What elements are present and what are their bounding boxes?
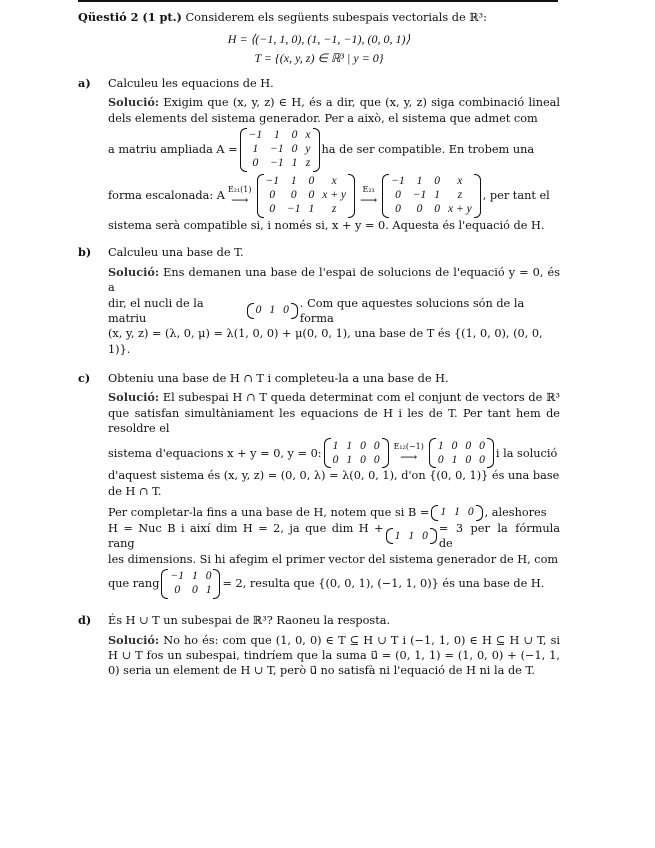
matrix-cell: 0 [290, 189, 297, 202]
matrix-cell: x [457, 175, 463, 188]
matrix-cell: 0 [395, 189, 401, 202]
matrix-E [429, 438, 494, 468]
matrix-cell: 1 [205, 584, 212, 597]
matrix-cell: 1 [269, 304, 276, 317]
matrix-cell: x [305, 129, 311, 142]
matrix-cell: 1 [451, 453, 458, 466]
matrix-grid [168, 569, 213, 599]
matrix-cell: 1 [434, 189, 440, 202]
matrix-cell: 1 [332, 439, 339, 452]
part-b-solution-p1: Solució: Ens demanen una base de l'espai de solucions de l'equació y = 0, és a [108, 264, 561, 295]
matrix-cell: x + y [322, 189, 347, 202]
matrix-cell: z [305, 157, 311, 170]
matrix-grid [247, 128, 313, 172]
part-b-label: b) [78, 245, 92, 260]
matrix-cell: 0 [332, 453, 339, 466]
matrix-cell: 0 [360, 453, 366, 466]
matrix-cell: −1 [412, 189, 427, 202]
part-a-solution-p1: Solució: Exigim que (x, y, z) ∈ H, és a dir, que (x, y, z) siga combinació lineal dels elements del sistema generador. Per a això, el sistema que admet com [108, 95, 561, 125]
matrix-cell: 0 [191, 584, 198, 597]
matrix-cell: 1 [440, 506, 447, 519]
H-definition: H = ⟨(−1, 1, 0), (1, −1, −1), (0, 0, 1)⟩ [227, 32, 411, 47]
matrix-cell: 0 [479, 453, 485, 466]
part-a [78, 76, 560, 233]
part-a-statement: Calculeu les equacions de H. [108, 76, 274, 90]
matrix-cell: 0 [434, 175, 440, 188]
part-b-statement: Calculeu una base de T. [108, 246, 244, 260]
question-intro: Considerem els següents subespais vectorials de ℝ³: [185, 11, 487, 24]
matrix-cell: 0 [360, 439, 366, 452]
matrix-cell: −1 [270, 157, 284, 170]
matrix-grid [438, 505, 475, 521]
matrix-cell: z [457, 189, 463, 202]
matrix-cell: 0 [308, 175, 315, 188]
matrix-cell: 1 [437, 439, 444, 452]
matrix-cell: 1 [191, 570, 198, 583]
matrix-cell: 1 [274, 129, 280, 142]
matrix-grid [254, 303, 291, 319]
matrix-cell: 0 [465, 439, 472, 452]
matrix-cell: 0 [373, 439, 380, 452]
matrix-cell: −1 [248, 129, 263, 142]
matrix-cell: 0 [422, 529, 428, 542]
matrix-cell: 0 [395, 203, 401, 216]
matrix-cell: 0 [252, 157, 259, 170]
matrix-B-row [431, 505, 482, 521]
question-label: Qüestió 2 (1 pt.) [78, 10, 182, 24]
matrix-cell: −1 [391, 175, 405, 188]
matrix-cell: 0 [291, 143, 298, 156]
matrix-C [382, 174, 481, 218]
matrix-B [257, 174, 356, 218]
matrix-cell: x [331, 175, 337, 188]
matrix-cell: 0 [451, 439, 458, 452]
part-b [78, 245, 560, 357]
matrix-grid [389, 174, 474, 218]
matrix-cell: 0 [465, 453, 472, 466]
matrix-cell: 0 [308, 189, 315, 202]
matrix-cell: x + y [448, 203, 472, 216]
matrix-cell: 0 [269, 203, 276, 216]
matrix-cell: 0 [255, 304, 262, 317]
top-rule [78, 0, 558, 2]
matrix-cell: 1 [308, 203, 315, 216]
matrix-grid [331, 438, 382, 468]
part-c-label: c) [78, 370, 91, 385]
matrix-B-row-2 [386, 528, 437, 544]
matrix-cell: 1 [346, 439, 353, 452]
matrix-cell: 0 [434, 203, 440, 216]
matrix-cell: −1 [265, 175, 280, 188]
matrix-A [240, 128, 320, 172]
matrix-cell: y [305, 143, 311, 156]
matrix-cell: 1 [252, 143, 259, 156]
matrix-cell: z [331, 203, 337, 216]
part-b-conclusion: (x, y, z) = (λ, 0, μ) = λ(1, 0, 0) + μ(0, 0, 1), una base de T és {(1, 0, 0), (0, 0, 1)}. [108, 327, 543, 356]
part-a-label: a) [78, 75, 91, 90]
matrix-cell: 0 [467, 506, 474, 519]
matrix-D [324, 438, 389, 468]
part-a-line-echelon: forma escalonada: A E₂₁(1) ⟶ −1 1 0 x 0 0 0 x + y 0 −1 1 z E₂₃ ⟶ −1 1 0 x 0 −1 1 z 0 0 0 x + y , per tant el [108, 174, 560, 218]
matrix-cell: 0 [205, 570, 212, 583]
matrix-cell: −1 [287, 203, 301, 216]
matrix-cell: −1 [170, 570, 184, 583]
matrix-cell: 0 [174, 584, 181, 597]
matrix-cell: 0 [416, 203, 423, 216]
matrix-cell: 0 [269, 189, 276, 202]
matrix-cell: 0 [373, 453, 380, 466]
matrix-cell: −1 [270, 143, 284, 156]
matrix-cell: 1 [346, 453, 353, 466]
part-c-solution-p1: Solució: El subespai H ∩ T queda determinat com el conjunt de vectors de ℝ³ que satisfan simultàniament les equacions de H i les de T. Per tant hem de resoldre el [108, 390, 560, 436]
part-c-line-system: sistema d'equacions x + y = 0, y = 0: 1 1 0 0 0 1 0 0 E₁₂(−1) ⟶ 1 0 0 0 0 1 0 0 i la solució [108, 438, 560, 468]
document-page [78, 10, 560, 679]
matrix-cell: 1 [408, 529, 415, 542]
row-vector-010 [247, 303, 298, 319]
row-op-arrow-3: E₁₂(−1) ⟶ [393, 442, 424, 465]
part-d-label: d) [78, 613, 92, 628]
part-d [78, 613, 560, 678]
part-c-solution-p3: d'aquest sistema és (x, y, z) = (0, 0, λ) = λ(0, 0, 1), d'on {(0, 0, 1)} és una base de H ∩ T. [108, 469, 560, 498]
part-c-completion: Per completar-la fins a una base de H, notem que si B = 1 1 0 , aleshores H = Nuc B i així dim H = 2, ja que dim H + rang 1 1 0 = 3 per la fórmula de les dimensions. Si hi afegim el primer vector del sistema generador de H, com que rang −1 1 0 0 0 1 = 2, resulta que {(0, 0, 1), (−1, 1, 0)} és una base de H. [108, 505, 560, 599]
part-a-conclusion: sistema serà compatible si, i només si, x + y = 0. Aquesta és l'equació de H. [108, 219, 545, 233]
part-c-statement: Obteniu una base de H ∩ T i completeu-la a una base de H. [108, 371, 449, 385]
matrix-cell: 1 [394, 529, 401, 542]
matrix-cell: 0 [479, 439, 485, 452]
matrix-cell: 1 [416, 175, 423, 188]
part-b-line-nucleus: dir, el nucli de la matriu 0 1 0 . Com que aquestes solucions són de la forma [108, 296, 525, 325]
matrix-cell: 0 [283, 304, 289, 317]
part-d-statement: És H ∪ T un subespai de ℝ³? Raoneu la resposta. [108, 614, 391, 628]
matrix-cell: 0 [437, 453, 444, 466]
T-definition: T = {(x, y, z) ∈ ℝ³ | y = 0} [254, 50, 384, 65]
matrix-cell: 1 [454, 506, 460, 519]
matrix-grid [264, 174, 349, 218]
part-a-line-matrix-A: a matriu ampliada A = −1 1 0 x 1 −1 0 y 0 −1 1 z ha de ser compatible. En trobem una [108, 128, 560, 172]
matrix-grid [393, 528, 430, 544]
matrix-cell: 1 [290, 175, 297, 188]
matrix-grid [436, 438, 487, 468]
row-op-arrow-2: E₂₃ ⟶ [360, 185, 378, 208]
part-c [78, 371, 560, 599]
solution-label: Solució: [108, 95, 160, 110]
question-header [78, 10, 560, 25]
matrix-cell: 1 [291, 157, 298, 170]
matrix-F [161, 569, 220, 599]
row-op-arrow-1: E₂₁(1) ⟶ [227, 185, 252, 208]
matrix-cell: 0 [291, 129, 298, 142]
part-d-solution: Solució: No ho és: com que (1, 0, 0) ∈ T ⊆ H ∪ T i (−1, 1, 0) ∈ H ⊆ H ∪ T, si H ∪ T fos un subespai, tindríem que la suma u⃗ = (0, 1, 1) = (1, 0, 0) + (−1, 1, 0) seria un element de H ∪ T, però u⃗ no satisfà ni l'equació de H ni la de T. [108, 632, 560, 678]
